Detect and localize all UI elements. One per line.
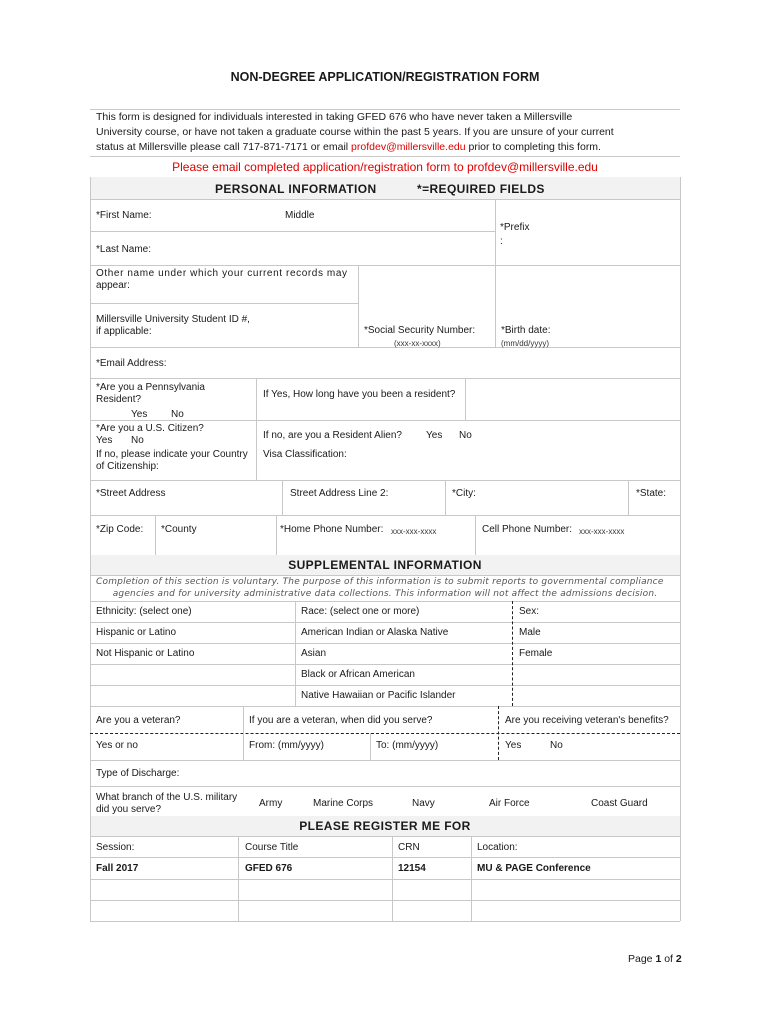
veteran-benefits-yes[interactable]: Yes [505,740,522,751]
register-heading: PLEASE REGISTER ME FOR [299,819,471,833]
us-citizen-label: *Are you a U.S. Citizen? [96,423,204,434]
page-total: 2 [675,953,682,965]
veteran-when-label: If you are a veteran, when did you serve? [249,715,433,726]
prefix-label: *Prefix [500,222,530,233]
grid-line [358,265,359,347]
intro-line-2: University course, or have not taken a graduate course within the past 5 years. If you are unsure of your current [96,126,614,138]
session-value: Fall 2017 [96,863,139,874]
grid-line [392,836,393,921]
pa-resident-label-2: Resident? [96,394,142,405]
grid-line [680,177,681,555]
branch-navy[interactable]: Navy [412,798,435,809]
branch-air-force[interactable]: Air Force [489,798,530,809]
home-phone-label: *Home Phone Number: [280,524,384,535]
resident-alien-label: If no, are you a Resident Alien? [263,430,402,441]
student-id-label: Millersville University Student ID #, [96,314,250,325]
sex-female[interactable]: Female [519,648,553,659]
page-of: of [661,953,676,965]
personal-header-bar [90,177,680,199]
grid-line [90,921,680,922]
intro-line-3-pre: status at Millersville please call 717-871-7171 or email [96,141,352,153]
cell-phone-label: Cell Phone Number: [482,524,573,535]
us-citizen-no[interactable]: No [131,435,144,446]
form-title: NON-DEGREE APPLICATION/REGISTRATION FORM [230,70,540,84]
intro-email-link[interactable]: profdev@millersville.edu [351,141,466,153]
page-label: Page [628,953,656,965]
required-fields-note: *=REQUIRED FIELDS [417,182,545,196]
grid-line [282,480,283,515]
ethnicity-not-hispanic[interactable]: Not Hispanic or Latino [96,648,195,659]
grid-line [90,760,680,761]
pa-resident-no[interactable]: No [171,409,184,420]
grid-line [256,378,257,480]
branch-army[interactable]: Army [259,798,283,809]
grid-line [155,515,156,555]
pa-resident-label: *Are you a Pennsylvania [96,382,205,393]
intro-line-3-post: prior to completing this form. [465,141,601,153]
page-number [628,953,682,965]
other-name-label-2: appear: [96,280,130,291]
veteran-benefits-label: Are you receiving veteran's benefits? [505,715,669,726]
grid-line [90,900,680,901]
race-american-indian[interactable]: American Indian or Alaska Native [301,627,449,638]
grid-line [628,480,629,515]
grid-line [471,836,472,921]
grid-line [90,857,680,858]
page-current: 1 [655,953,662,965]
grid-line [512,601,513,706]
grid-line [295,601,296,706]
last-name-label: *Last Name: [96,244,152,255]
grid-line [90,177,91,555]
divider [90,156,680,157]
course-title-value: GFED 676 [245,863,293,874]
grid-line [90,199,680,200]
visa-classification-label: Visa Classification: [263,449,347,460]
veteran-from-label: From: (mm/yyyy) [249,740,324,751]
discharge-type-label: Type of Discharge: [96,768,180,779]
resident-alien-yes[interactable]: Yes [426,430,443,441]
branch-marine-corps[interactable]: Marine Corps [313,798,374,809]
veteran-benefits-no[interactable]: No [550,740,563,751]
grid-line [90,347,680,348]
grid-line [680,816,681,921]
grid-line [90,555,91,820]
student-id-label-2: if applicable: [96,326,152,337]
military-branch-label: What branch of the U.S. military [96,792,238,803]
grid-line [276,515,277,555]
grid-line [90,265,680,266]
zip-code-label: *Zip Code: [96,524,144,535]
grid-line [465,378,466,420]
email-notice: Please email completed application/registration form to profdev@millersville.edu [172,160,598,174]
county-label: *County [161,524,197,535]
state-label: *State: [636,488,667,499]
grid-line [90,664,680,665]
email-address-label: *Email Address: [96,358,167,369]
crn-header: CRN [398,842,420,853]
grid-line [90,816,91,921]
grid-line [495,199,496,347]
prefix-label-colon: : [500,236,503,247]
race-hawaiian[interactable]: Native Hawaiian or Pacific Islander [301,690,456,701]
grid-line [90,601,680,602]
grid-line [445,480,446,515]
birth-date-format-hint: (mm/dd/yyyy) [501,339,549,348]
ssn-label: *Social Security Number: [364,325,476,336]
citizenship-country-label-2: of Citizenship: [96,461,159,472]
race-label: Race: (select one or more) [301,606,420,617]
other-name-label: Other name under which your current records may [96,268,348,279]
supplemental-note-line-1: Completion of this section is voluntary. The purpose of this information is to submit reports to governmental compliance [96,577,664,587]
grid-line [370,733,371,760]
grid-line [90,480,680,481]
grid-line [243,706,244,760]
citizenship-country-label: If no, please indicate your Country [96,449,248,460]
intro-line-3 [96,141,601,154]
grid-line [90,733,680,734]
grid-line [90,685,680,686]
veteran-to-label: To: (mm/yyyy) [376,740,439,751]
sex-male[interactable]: Male [519,627,541,638]
street-address-label: *Street Address [96,488,166,499]
us-citizen-yes[interactable]: Yes [96,435,113,446]
grid-line [90,879,680,880]
middle-name-label: Middle [285,210,315,221]
grid-line [90,303,358,304]
grid-line [90,643,680,644]
sex-label: Sex: [519,606,540,617]
grid-line [238,836,239,921]
veteran-label: Are you a veteran? [96,715,181,726]
grid-line [680,555,681,820]
personal-info-heading: PERSONAL INFORMATION [215,182,377,196]
cell-phone-format-hint: xxx-xxx-xxxx [579,527,625,536]
branch-coast-guard[interactable]: Coast Guard [591,798,648,809]
grid-line [90,231,495,232]
grid-line [475,515,476,555]
first-name-label: *First Name: [96,210,152,221]
session-header: Session: [96,842,135,853]
ethnicity-hispanic[interactable]: Hispanic or Latino [96,627,177,638]
intro-line-1: This form is designed for individuals interested in taking GFED 676 who have never taken a Millersville [96,111,573,123]
veteran-yes-or-no[interactable]: Yes or no [96,740,138,751]
location-header: Location: [477,842,518,853]
grid-line [90,378,680,379]
grid-line [90,786,680,787]
grid-line [90,515,680,516]
race-asian[interactable]: Asian [301,648,327,659]
course-title-header: Course Title [245,842,299,853]
pa-resident-yes[interactable]: Yes [131,409,148,420]
crn-value: 12154 [398,863,426,874]
birth-date-label: *Birth date: [501,325,551,336]
location-value: MU & PAGE Conference [477,863,591,874]
home-phone-format-hint: xxx-xxx-xxxx [391,527,437,536]
supplemental-note-line-2: agencies and for university administrative data collections. This information will not affect the admissions decision. [112,589,658,599]
resident-duration-label: If Yes, How long have you been a resident? [263,389,456,400]
supplemental-heading: SUPPLEMENTAL INFORMATION [288,558,482,572]
grid-line [90,622,680,623]
grid-line [90,836,680,837]
ssn-format-hint: (xxx-xx-xxxx) [394,339,441,348]
grid-line [90,706,680,707]
street-address-2-label: Street Address Line 2: [290,488,389,499]
ethnicity-label: Ethnicity: (select one) [96,606,192,617]
military-branch-label-2: did you serve? [96,804,162,815]
grid-line [498,706,499,760]
resident-alien-no[interactable]: No [459,430,472,441]
race-black[interactable]: Black or African American [301,669,415,680]
divider [90,109,680,110]
city-label: *City: [452,488,476,499]
